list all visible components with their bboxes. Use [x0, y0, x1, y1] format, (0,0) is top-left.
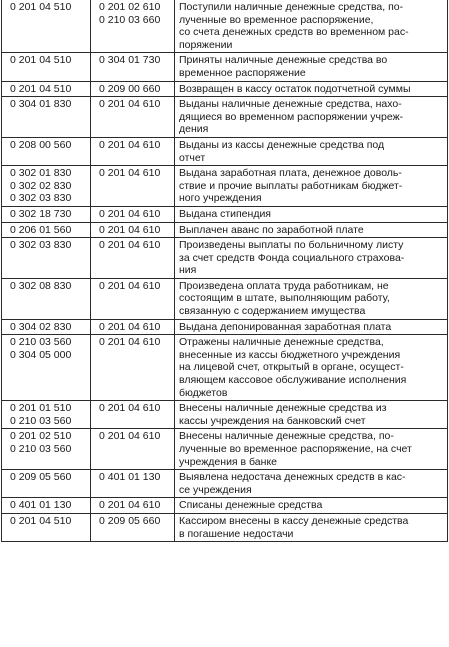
description-line: Выдана стипендия: [179, 207, 271, 220]
debit-account-cell: [2, 319, 91, 335]
description-line: ного учреждения: [179, 192, 262, 205]
account-code: 0 201 04 610: [99, 336, 161, 349]
description-line: Внесены наличные денежные средства, по-: [179, 430, 394, 443]
account-code: 0 201 04 610: [99, 167, 161, 180]
account-code: 0 201 04 510: [10, 54, 72, 67]
description-line: дения: [179, 123, 209, 136]
description-line: Списаны денежные средства: [179, 499, 323, 512]
table-row: [2, 401, 448, 429]
debit-account-cell: [2, 470, 91, 498]
debit-account-cell: [2, 81, 91, 97]
credit-account-cell: [91, 278, 175, 319]
operation-description-cell: [175, 222, 448, 238]
debit-account-cell: [2, 238, 91, 279]
description-line: со счета денежных средств во временном рас-: [179, 26, 409, 39]
debit-account-cell: [2, 335, 91, 401]
description-line: Отражены наличные денежные средства,: [179, 336, 384, 349]
operation-description-cell: [175, 238, 448, 279]
description-line: Выданы из кассы денежные средства под: [179, 138, 385, 151]
description-line: Выданы наличные денежные средства, нахо-: [179, 98, 402, 111]
table-row: [2, 470, 448, 498]
debit-account-cell: [2, 97, 91, 138]
debit-account-cell: [2, 0, 91, 53]
description-line: кассы учреждения на банковский счет: [179, 414, 366, 427]
table-row: [2, 278, 448, 319]
account-code: 0 304 05 000: [10, 348, 72, 361]
account-code: 0 201 04 610: [99, 430, 161, 443]
account-code: 0 201 01 510: [10, 402, 72, 415]
description-line: Выдана депонированная заработная плата: [179, 320, 392, 333]
account-code: 0 210 03 560: [10, 414, 72, 427]
credit-account-cell: [91, 335, 175, 401]
operation-description-cell: [175, 498, 448, 514]
description-line: Выплачен аванс по заработной плате: [179, 223, 364, 236]
debit-account-cell: [2, 401, 91, 429]
description-line: отчет: [179, 151, 206, 164]
credit-account-cell: [91, 429, 175, 470]
account-code: 0 201 04 510: [10, 514, 72, 527]
description-line: Произведена оплата труда работникам, не: [179, 279, 389, 292]
description-line: бюджетов: [179, 386, 228, 399]
account-code: 0 201 02 510: [10, 430, 72, 443]
table-row: [2, 513, 448, 541]
account-code: 0 201 04 610: [99, 223, 161, 236]
account-code: 0 210 03 660: [99, 13, 161, 26]
description-line: состоящим в штате, выполняющим работу,: [179, 292, 390, 305]
operation-description-cell: [175, 429, 448, 470]
description-line: поряжении: [179, 38, 233, 51]
debit-account-cell: [2, 53, 91, 81]
credit-account-cell: [91, 81, 175, 97]
credit-account-cell: [91, 513, 175, 541]
account-code: 0 304 02 830: [10, 320, 72, 333]
description-line: ствие и прочие выплаты работникам бюджет-: [179, 179, 403, 192]
table-row: [2, 97, 448, 138]
account-code: 0 201 04 510: [10, 1, 72, 13]
debit-account-cell: [2, 429, 91, 470]
account-code: 0 201 04 610: [99, 138, 161, 151]
account-code: 0 210 03 560: [10, 443, 72, 455]
account-code: 0 201 04 610: [99, 207, 161, 220]
description-line: Выявлена недостача денежных средств в кас-: [179, 471, 406, 484]
account-code: 0 209 05 660: [99, 514, 161, 527]
table-row: [2, 166, 448, 207]
account-code: 0 302 02 830: [10, 179, 72, 192]
description-line: внесенные из кассы бюджетного учреждения: [179, 348, 401, 361]
operation-description-cell: [175, 53, 448, 81]
credit-account-cell: [91, 470, 175, 498]
table-row: [2, 238, 448, 279]
account-code: 0 201 04 610: [99, 279, 161, 292]
description-line: вляющем кассовое обслуживание исполнения: [179, 374, 407, 387]
operation-description-cell: [175, 166, 448, 207]
description-line: связанную с содержанием имущества: [179, 305, 366, 318]
account-code: 0 208 00 560: [10, 138, 72, 151]
operation-description-cell: [175, 513, 448, 541]
account-code: 0 201 04 610: [99, 499, 161, 512]
account-code: 0 201 04 610: [99, 239, 161, 252]
description-line: на лицевой счет, открытый в органе, осущест-: [179, 361, 404, 374]
table-row: [2, 498, 448, 514]
table-row: [2, 335, 448, 401]
description-line: Приняты наличные денежные средства во: [179, 54, 388, 67]
account-code: 0 302 18 730: [10, 207, 72, 220]
account-code: 0 209 05 560: [10, 471, 72, 484]
description-line: ния: [179, 264, 197, 277]
debit-account-cell: [2, 166, 91, 207]
debit-account-cell: [2, 513, 91, 541]
description-line: лученные во временное распоряжение, на счет: [179, 443, 412, 455]
account-code: 0 304 01 730: [99, 54, 161, 67]
credit-account-cell: [91, 206, 175, 222]
account-code: 0 201 04 610: [99, 320, 161, 333]
table-row: [2, 137, 448, 165]
account-code: 0 302 03 830: [10, 192, 72, 205]
credit-account-cell: [91, 222, 175, 238]
credit-account-cell: [91, 401, 175, 429]
account-code: 0 401 01 130: [10, 499, 72, 512]
account-code: 0 201 04 610: [99, 98, 161, 111]
description-line: Кассиром внесены в кассу денежные средства: [179, 514, 409, 527]
debit-account-cell: [2, 278, 91, 319]
operation-description-cell: [175, 81, 448, 97]
description-line: Поступили наличные денежные средства, по-: [179, 1, 404, 13]
operation-description-cell: [175, 470, 448, 498]
operation-description-cell: [175, 335, 448, 401]
table-row: [2, 319, 448, 335]
description-line: Возвращен в кассу остаток подотчетной суммы: [179, 82, 411, 95]
credit-account-cell: [91, 498, 175, 514]
credit-account-cell: [91, 238, 175, 279]
description-line: се учреждения: [179, 483, 252, 496]
account-code: 0 209 00 660: [99, 82, 161, 95]
description-line: Выдана заработная плата, денежное доволь-: [179, 167, 402, 180]
table-row: [2, 222, 448, 238]
description-line: Внесены наличные денежные средства из: [179, 402, 387, 415]
operation-description-cell: [175, 401, 448, 429]
account-code: 0 201 02 610: [99, 1, 161, 13]
operation-description-cell: [175, 137, 448, 165]
account-code: 0 304 01 830: [10, 98, 72, 111]
description-line: временное распоряжение: [179, 66, 306, 79]
description-line: лученные во временное распоряжение,: [179, 13, 374, 26]
operation-description-cell: [175, 206, 448, 222]
credit-account-cell: [91, 53, 175, 81]
table-body: [2, 0, 448, 542]
operation-description-cell: [175, 319, 448, 335]
table-row: [2, 53, 448, 81]
account-code: 0 401 01 130: [99, 471, 161, 484]
operation-description-cell: [175, 278, 448, 319]
description-line: учреждения в банке: [179, 455, 277, 468]
table-row: [2, 206, 448, 222]
description-line: за счет средств Фонда социального страхова-: [179, 251, 405, 264]
credit-account-cell: [91, 0, 175, 53]
account-code: 0 210 03 560: [10, 336, 72, 349]
debit-account-cell: [2, 137, 91, 165]
operation-description-cell: [175, 97, 448, 138]
credit-account-cell: [91, 137, 175, 165]
credit-account-cell: [91, 166, 175, 207]
account-code: 0 201 04 510: [10, 82, 72, 95]
account-code: 0 302 01 830: [10, 167, 72, 180]
account-code: 0 201 04 610: [99, 402, 161, 415]
credit-account-cell: [91, 97, 175, 138]
debit-account-cell: [2, 206, 91, 222]
account-code: 0 302 03 830: [10, 239, 72, 252]
description-line: в погашение недостачи: [179, 527, 294, 540]
credit-account-cell: [91, 319, 175, 335]
table-row: [2, 81, 448, 97]
account-code: 0 206 01 560: [10, 223, 72, 236]
description-line: Произведены выплаты по больничному листу: [179, 239, 404, 252]
table-row: [2, 0, 448, 53]
debit-account-cell: [2, 498, 91, 514]
operation-description-cell: [175, 0, 448, 53]
account-code: 0 302 08 830: [10, 279, 72, 292]
accounting-entries-table: [1, 0, 448, 542]
description-line: дящиеся во временном распоряжении учреж-: [179, 110, 404, 123]
table-row: [2, 429, 448, 470]
debit-account-cell: [2, 222, 91, 238]
